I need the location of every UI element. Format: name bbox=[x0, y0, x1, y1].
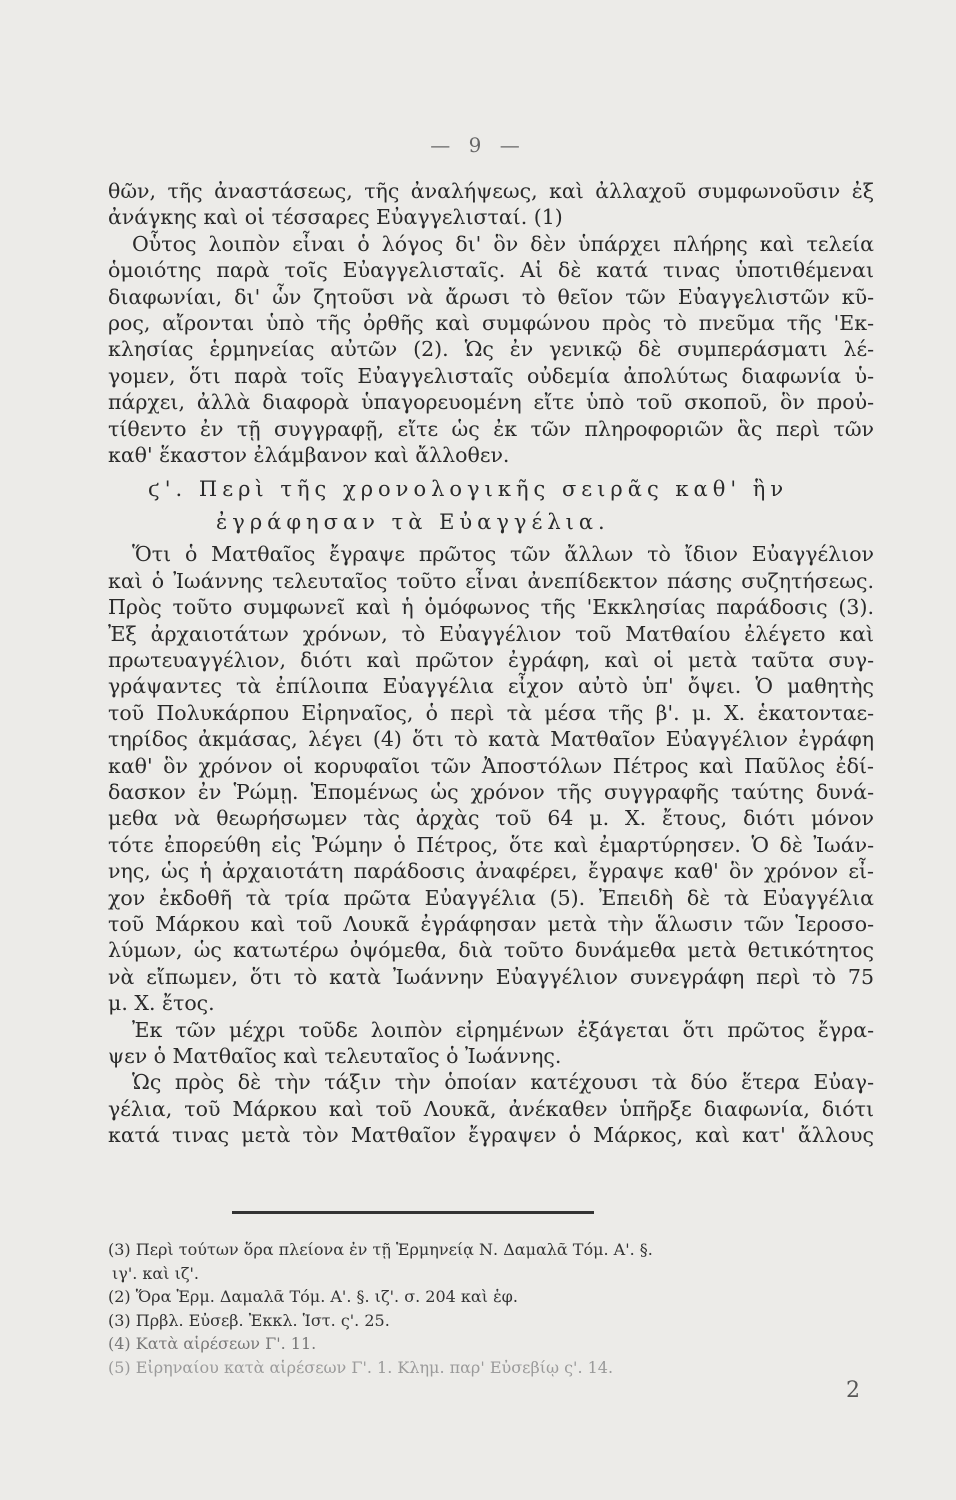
text-line: Ἐκ τῶν μέχρι τοῦδε λοιπὸν εἰρημένων ἐξάγεται ὅτι πρῶτος ἔγρα- bbox=[132, 1017, 874, 1042]
text-line: τηρίδος ἀκμάσας, λέγει (4) ὅτι τὸ κατὰ Ματθαῖον Εὐαγγέλιον ἐγράφη bbox=[108, 727, 874, 752]
text-line: καθ' ἕκαστον ἐλάμβανον καὶ ἄλλοθεν. bbox=[108, 443, 510, 468]
text-line: νὰ εἴπωμεν, ὅτι τὸ κατὰ Ἰωάννην Εὐαγγέλιον συνεγράφη περὶ τὸ 75 bbox=[108, 964, 874, 989]
paragraph-3 bbox=[108, 541, 874, 1016]
text-line: ψεν ὁ Ματθαῖος καὶ τελευταῖος ὁ Ἰωάννης. bbox=[108, 1044, 562, 1068]
footnote: (2) Ὅρα Ἑρμ. Δαμαλᾶ Τόμ. Α'. §. ιζ'. σ. 204 καὶ ἑφ. bbox=[108, 1287, 518, 1306]
footnote: (3) Πρβλ. Εὐσεβ. Ἐκκλ. Ἱστ. ς'. 25. bbox=[108, 1310, 390, 1330]
text-line: μ. Χ. ἔτος. bbox=[108, 991, 215, 1016]
text-line: χον ἐκδοθῆ τὰ τρία πρῶτα Εὐαγγέλια (5). Ἐπειδὴ δὲ τὰ Εὐαγγέλια bbox=[108, 885, 874, 910]
text-line: ἀνάγκης καὶ οἱ τέσσαρες Εὐαγγελισταί. (1) bbox=[108, 205, 563, 230]
footnotes bbox=[108, 1238, 768, 1379]
text-line: γράψαντες τὰ ἐπίλοιπα Εὐαγγέλια εἶχον αὐτὸ ὑπ' ὄψει. Ὁ μαθητὴς bbox=[108, 674, 874, 699]
text-line: διαφωνίαι, δι' ὧν ζητοῦσι νὰ ἄρωσι τὸ θεῖον τῶν Εὐαγγελιστῶν κῦ- bbox=[108, 284, 874, 309]
text-line: θῶν, τῆς ἀναστάσεως, τῆς ἀναλήψεως, καὶ ἀλλαχοῦ συμφωνοῦσιν ἐξ bbox=[108, 179, 874, 203]
footnote-continued: ιγ'. καὶ ιζ'. bbox=[112, 1263, 199, 1283]
text-line: μεθα νὰ θεωρήσωμεν τὰς ἀρχὰς τοῦ 64 μ. Χ. ἔτους, διότι μόνον bbox=[108, 806, 874, 831]
footnote: (3) Περὶ τούτων ὅρα πλείονα ἐν τῇ Ἑρμηνείᾳ Ν. Δαμαλᾶ Τόμ. Α'. §. bbox=[108, 1240, 653, 1259]
text-line: κλησίας ἑρμηνείας αὐτῶν (2). Ὡς ἐν γενικῷ δὲ συμπεράσματι λέ- bbox=[108, 337, 874, 362]
section-heading-continued: ἐγράφησαν τὰ Εὐαγγέλια. bbox=[216, 509, 610, 534]
text-line: ὁμοιότης παρὰ τοῖς Εὐαγγελισταῖς. Αἱ δὲ κατά τινας ὑποτιθέμεναι bbox=[108, 258, 874, 283]
text-line: Ὡς πρὸς δὲ τὴν τάξιν τὴν ὁποίαν κατέχουσι τὰ δύο ἕτερα Εὐαγ- bbox=[132, 1070, 874, 1095]
footnote-divider bbox=[232, 1211, 594, 1214]
footnote: (5) Εἰρηναίου κατὰ αἱρέσεων Γ'. 1. Κλημ. παρ' Εὐσεβίῳ ς'. 14. bbox=[108, 1357, 614, 1377]
text-line: κατά τινας μετὰ τὸν Ματθαῖον ἔγραψεν ὁ Μάρκος, καὶ κατ' ἄλλους bbox=[108, 1123, 874, 1148]
section-heading: ϛ'. Περὶ τῆς χρονολογικῆς σειρᾶς καθ' ἣν bbox=[148, 477, 789, 502]
text-line: πάρχει, ἀλλὰ διαφορὰ ὑπαγορευομένη εἴτε ὑπὸ τοῦ σκοποῦ, ὃν προὐ- bbox=[108, 390, 874, 415]
signature-mark: 2 bbox=[846, 1378, 860, 1403]
text-line: πρωτευαγγέλιον, διότι καὶ πρῶτον ἐγράφη, καὶ οἱ μετὰ ταῦτα συγ- bbox=[108, 647, 874, 672]
text-line: γομεν, ὅτι παρὰ τοῖς Εὐαγγελισταῖς οὐδεμία ἀπολύτως διαφωνία ὑ- bbox=[108, 363, 874, 388]
text-line: τοῦ Πολυκάρπου Εἰρηναῖος, ὁ περὶ τὰ μέσα τῆς β'. μ. Χ. ἑκατονταε- bbox=[108, 700, 874, 725]
footnote: (4) Κατὰ αἱρέσεων Γ'. 11. bbox=[108, 1334, 317, 1353]
paragraph-2 bbox=[108, 231, 874, 469]
paragraph-1 bbox=[108, 178, 874, 231]
text-line: δασκον ἐν Ῥώμῃ. Ἑπομένως ὡς χρόνον τῆς συγγραφῆς ταύτης δυνά- bbox=[108, 779, 874, 804]
page-number: — 9 — bbox=[430, 133, 526, 157]
text-line: ρος, αἴρονται ὑπὸ τῆς ὀρθῆς καὶ συμφώνου πρὸς τὸ πνεῦμα τῆς 'Εκ- bbox=[108, 311, 874, 336]
text-line: τότε ἐπορεύθη εἰς Ῥώμην ὁ Πέτρος, ὅτε καὶ ἐμαρτύρησεν. Ὁ δὲ Ἰωάν- bbox=[108, 832, 874, 857]
text-line: τοῦ Μάρκου καὶ τοῦ Λουκᾶ ἐγράφησαν μετὰ τὴν ἅλωσιν τῶν Ἱεροσο- bbox=[108, 911, 874, 936]
text-line: Πρὸς τοῦτο συμφωνεῖ καὶ ἡ ὁμόφωνος τῆς 'Εκκλησίας παράδοσις (3). bbox=[108, 595, 874, 620]
text-line: νης, ὡς ἡ ἀρχαιοτάτη παράδοσις ἀναφέρει, ἔγραψε καθ' ὃν χρόνον εἶ- bbox=[108, 859, 874, 884]
text-line: Ὅτι ὁ Ματθαῖος ἔγραψε πρῶτος τῶν ἄλλων τὸ ἴδιον Εὐαγγέλιον bbox=[132, 542, 874, 567]
text-line: Οὗτος λοιπὸν εἶναι ὁ λόγος δι' ὃν δὲν ὑπάρχει πλήρης καὶ τελεία bbox=[132, 231, 874, 256]
body-text bbox=[108, 178, 874, 1149]
text-line: Ἐξ ἀρχαιοτάτων χρόνων, τὸ Εὐαγγέλιον τοῦ Ματθαίου ἐλέγετο καὶ bbox=[108, 621, 874, 646]
text-line: καὶ ὁ Ἰωάννης τελευταῖος τοῦτο εἶναι ἀνεπίδεκτον πάσης συζητήσεως. bbox=[108, 568, 874, 593]
paragraph-4 bbox=[108, 1017, 874, 1070]
text-line: γέλια, τοῦ Μάρκου καὶ τοῦ Λουκᾶ, ἀνέκαθεν ὑπῆρξε διαφωνία, διότι bbox=[108, 1096, 874, 1121]
text-line: καθ' ὃν χρόνον οἱ κορυφαῖοι τῶν Ἀποστόλων Πέτρος καὶ Παῦλος ἐδί- bbox=[108, 753, 874, 778]
text-line: τίθεντο ἐν τῇ συγγραφῇ, εἴτε ὡς ἐκ τῶν πληροφοριῶν ἃς περὶ τῶν bbox=[108, 416, 874, 441]
text-line: λύμων, ὡς κατωτέρω ὀψόμεθα, διὰ τοῦτο δυνάμεθα μετὰ θετικότητος bbox=[108, 938, 874, 963]
paragraph-5 bbox=[108, 1069, 874, 1148]
